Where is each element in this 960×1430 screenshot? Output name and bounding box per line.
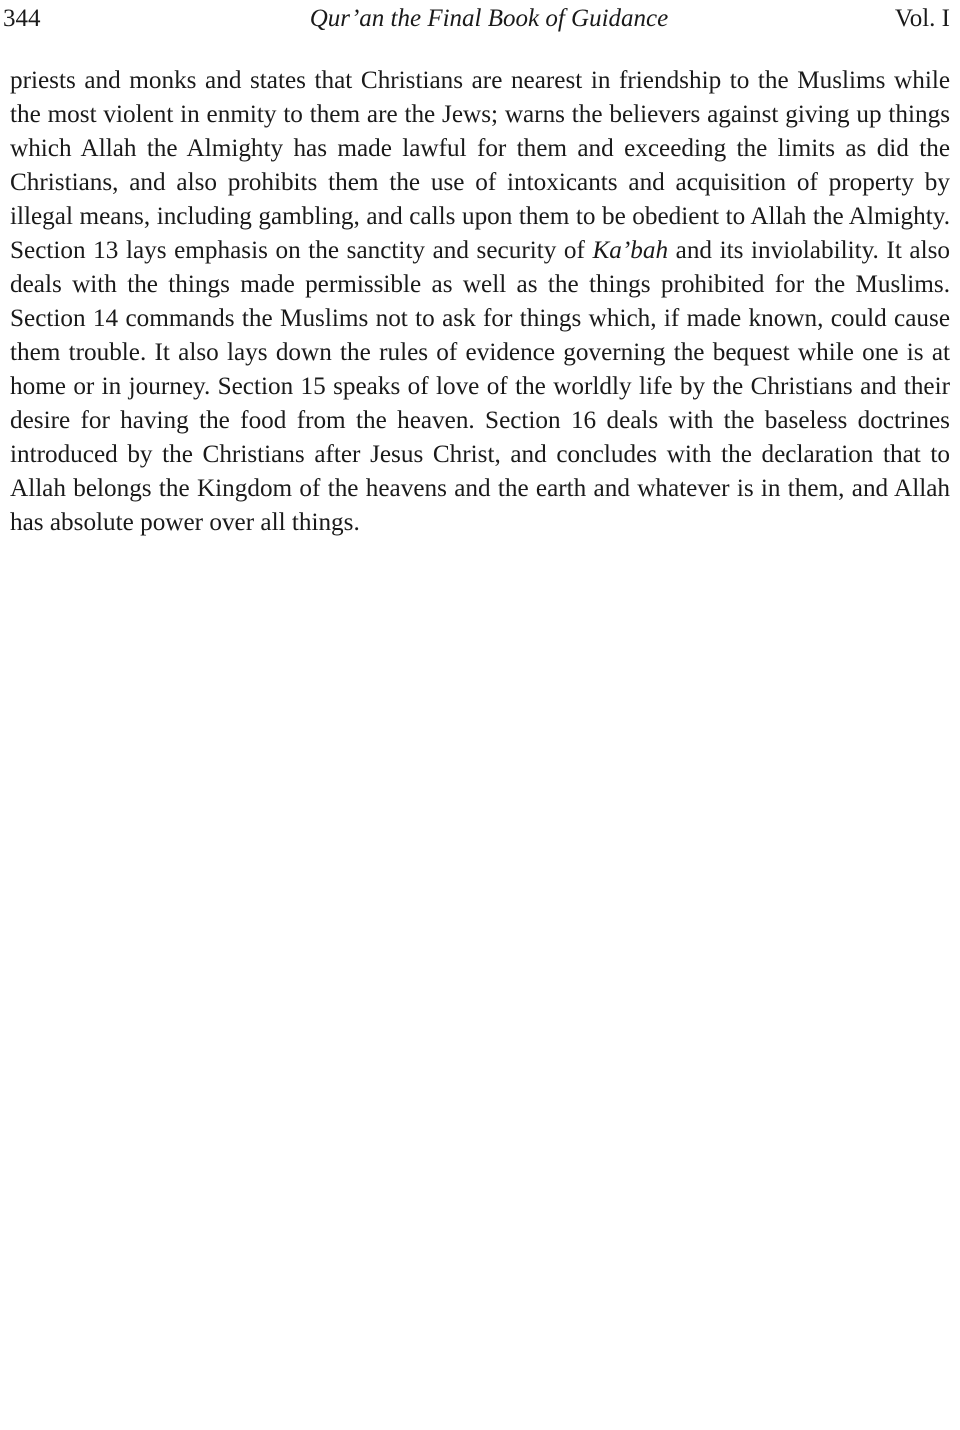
- volume-label: Vol. I: [894, 5, 950, 32]
- body-text-part-2: and its inviolability. It also deals with the things made permissible as well as the things prohibited for the Muslims. Section 14 commands the Muslims not to ask for things which, if made known, could cause them trouble. It also lays down the rules of evidence governing the bequest while one is at home or in journey. Section 15 speaks of love of the worldly life by the Christians and their desire for having the food from the heaven. Section 16 deals with the baseless doctrines introduced by the Christians after Jesus Christ, and concludes with the declaration that to Allah belongs the Kingdom of the heavens and the earth and whatever is in them, and Allah has absolute power over all things.: [10, 237, 950, 536]
- body-paragraph: [10, 64, 950, 540]
- page-number: 344: [3, 5, 41, 32]
- page-header: [0, 2, 950, 36]
- running-title: Qur’an the Final Book of Guidance: [309, 5, 669, 32]
- italic-term-kabah: Ka’bah: [592, 237, 669, 264]
- body-text-part-1: priests and monks and states that Christians are nearest in friendship to the Muslims while the most violent in enmity to them are the Jews; warns the believers against giving up things which Allah the Almighty has made lawful for them and exceeding the limits as did the Christians, and also prohibits them the use of intoxicants and acquisition of property by illegal means, including gambling, and calls upon them to be obedient to Allah the Almighty. Section 13 lays emphasis on the sanctity and security of: [10, 67, 950, 264]
